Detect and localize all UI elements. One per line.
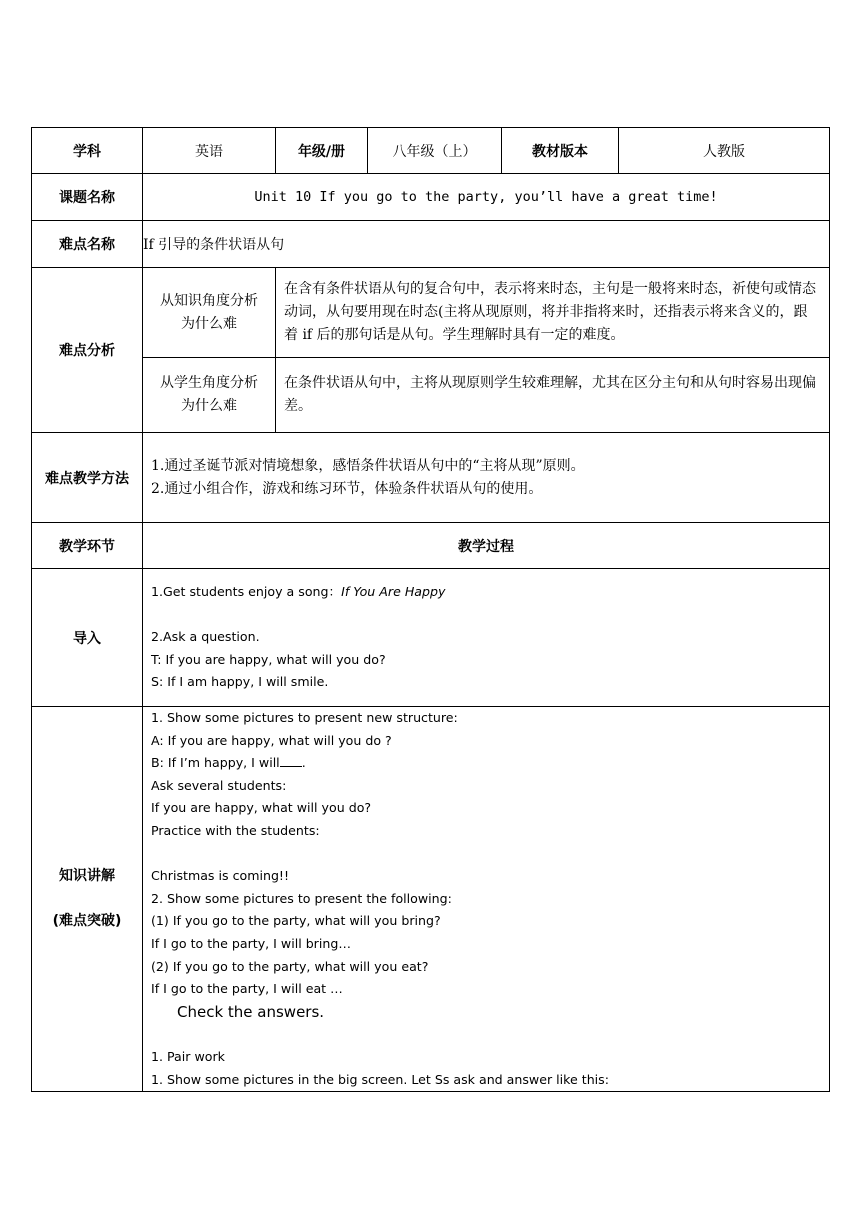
intro-line-2: 2.Ask a question. xyxy=(151,629,260,645)
k-line-6: Practice with the students: xyxy=(151,822,320,838)
difficulty-value: If 引导的条件状语从句 xyxy=(143,221,830,268)
process-header-row xyxy=(32,523,830,569)
method-text xyxy=(143,455,829,501)
intro-row xyxy=(32,569,830,707)
method-line-2: 2.通过小组合作，游戏和练习环节，体验条件状语从句的使用。 xyxy=(151,480,543,497)
analysis-label: 难点分析 xyxy=(32,268,143,433)
knowledge-row xyxy=(32,707,830,1092)
k-line-3 xyxy=(151,752,821,775)
knowledge-label-line2: (难点突破) xyxy=(52,913,122,930)
knowledge-angle-label-line2: 为什么难 xyxy=(181,315,237,332)
process-header: 教学过程 xyxy=(143,523,830,569)
knowledge-angle-text-cell xyxy=(276,268,830,358)
k-line-3-text: B: If I’m happy, I will xyxy=(151,755,280,771)
student-angle-text-cell xyxy=(276,358,830,433)
intro-line-1-text: 1.Get students enjoy a song： xyxy=(151,584,342,600)
knowledge-angle-label-line1: 从知识角度分析 xyxy=(160,292,258,309)
student-angle-label xyxy=(143,358,276,433)
edition-label: 教材版本 xyxy=(502,128,619,174)
k-line-8: Christmas is coming!! xyxy=(151,868,290,884)
k-line-5: If you are happy, what will you do? xyxy=(151,800,372,816)
knowledge-angle-text: 在含有条件状语从句的复合句中，表示将来时态，主句是一般将来时态，祈使句或情态动词，从句要用现在时态(主将从现原则，将并非指将来时，还指表示将来含义的，跟着 if 后的那句话是从句。学生理解时具有一定的难度。 xyxy=(284,281,816,343)
k-line-17: 1. Show some pictures in the big screen. Let Ss ask and answer like this: xyxy=(151,1071,609,1087)
student-angle-text: 在条件状语从句中，主将从现原则学生较难理解，尤其在区分主句和从句时容易出现偏差。 xyxy=(284,375,816,414)
intro-spacer xyxy=(151,604,821,627)
intro-content-cell xyxy=(143,569,830,707)
intro-content xyxy=(143,581,829,694)
k-line-2: A: If you are happy, what will you do ? xyxy=(151,732,392,748)
k-line-16: 1. Pair work xyxy=(151,1048,225,1064)
k-spacer-1 xyxy=(151,843,821,866)
method-line-1: 1.通过圣诞节派对情境想象，感悟条件状语从句中的“主将从现”原则。 xyxy=(151,457,585,474)
subject-label: 学科 xyxy=(32,128,143,174)
topic-value: Unit 10 If you go to the party, you’ll have a great time! xyxy=(143,174,830,221)
knowledge-content xyxy=(143,707,829,1091)
difficulty-label: 难点名称 xyxy=(32,221,143,268)
k-spacer-2 xyxy=(151,1023,821,1046)
analysis-student-row xyxy=(32,358,830,433)
grade-label: 年级/册 xyxy=(276,128,368,174)
subject-value: 英语 xyxy=(143,128,276,174)
intro-line-4: S: If I am happy, I will smile. xyxy=(151,674,329,690)
topic-label: 课题名称 xyxy=(32,174,143,221)
topic-row xyxy=(32,174,830,221)
k-line-1: 1. Show some pictures to present new structure: xyxy=(151,710,458,725)
analysis-knowledge-row xyxy=(32,268,830,358)
k-line-14: Check the answers. xyxy=(177,1002,325,1021)
knowledge-label xyxy=(32,707,143,1092)
k-line-4: Ask several students: xyxy=(151,777,287,793)
method-label: 难点教学方法 xyxy=(32,433,143,523)
knowledge-label-line1: 知识讲解 xyxy=(59,868,115,885)
k-line-10: (1) If you go to the party, what will you bring? xyxy=(151,913,441,929)
intro-line-1 xyxy=(151,581,821,604)
song-title: If You Are Happy xyxy=(341,584,446,600)
student-angle-label-line1: 从学生角度分析 xyxy=(160,375,258,391)
knowledge-content-cell xyxy=(143,707,830,1092)
method-row xyxy=(32,433,830,523)
lesson-plan-table xyxy=(31,127,830,1092)
knowledge-angle-label xyxy=(143,268,276,358)
answer-blank xyxy=(280,754,302,767)
k-line-11: If I go to the party, I will bring… xyxy=(151,935,351,951)
method-text-cell xyxy=(143,433,830,523)
stage-header: 教学环节 xyxy=(32,523,143,569)
k-line-12: (2) If you go to the party, what will you eat? xyxy=(151,958,429,974)
k-line-13: If I go to the party, I will eat … xyxy=(151,981,343,997)
k-line-3-end: . xyxy=(301,755,306,771)
student-angle-label-line2: 为什么难 xyxy=(181,398,237,414)
intro-line-3: T: If you are happy, what will you do? xyxy=(151,651,386,667)
grade-value: 八年级（上） xyxy=(368,128,502,174)
difficulty-row xyxy=(32,221,830,268)
intro-label: 导入 xyxy=(32,569,143,707)
header-row xyxy=(32,128,830,174)
edition-value: 人教版 xyxy=(619,128,830,174)
k-line-9: 2. Show some pictures to present the following: xyxy=(151,890,452,906)
